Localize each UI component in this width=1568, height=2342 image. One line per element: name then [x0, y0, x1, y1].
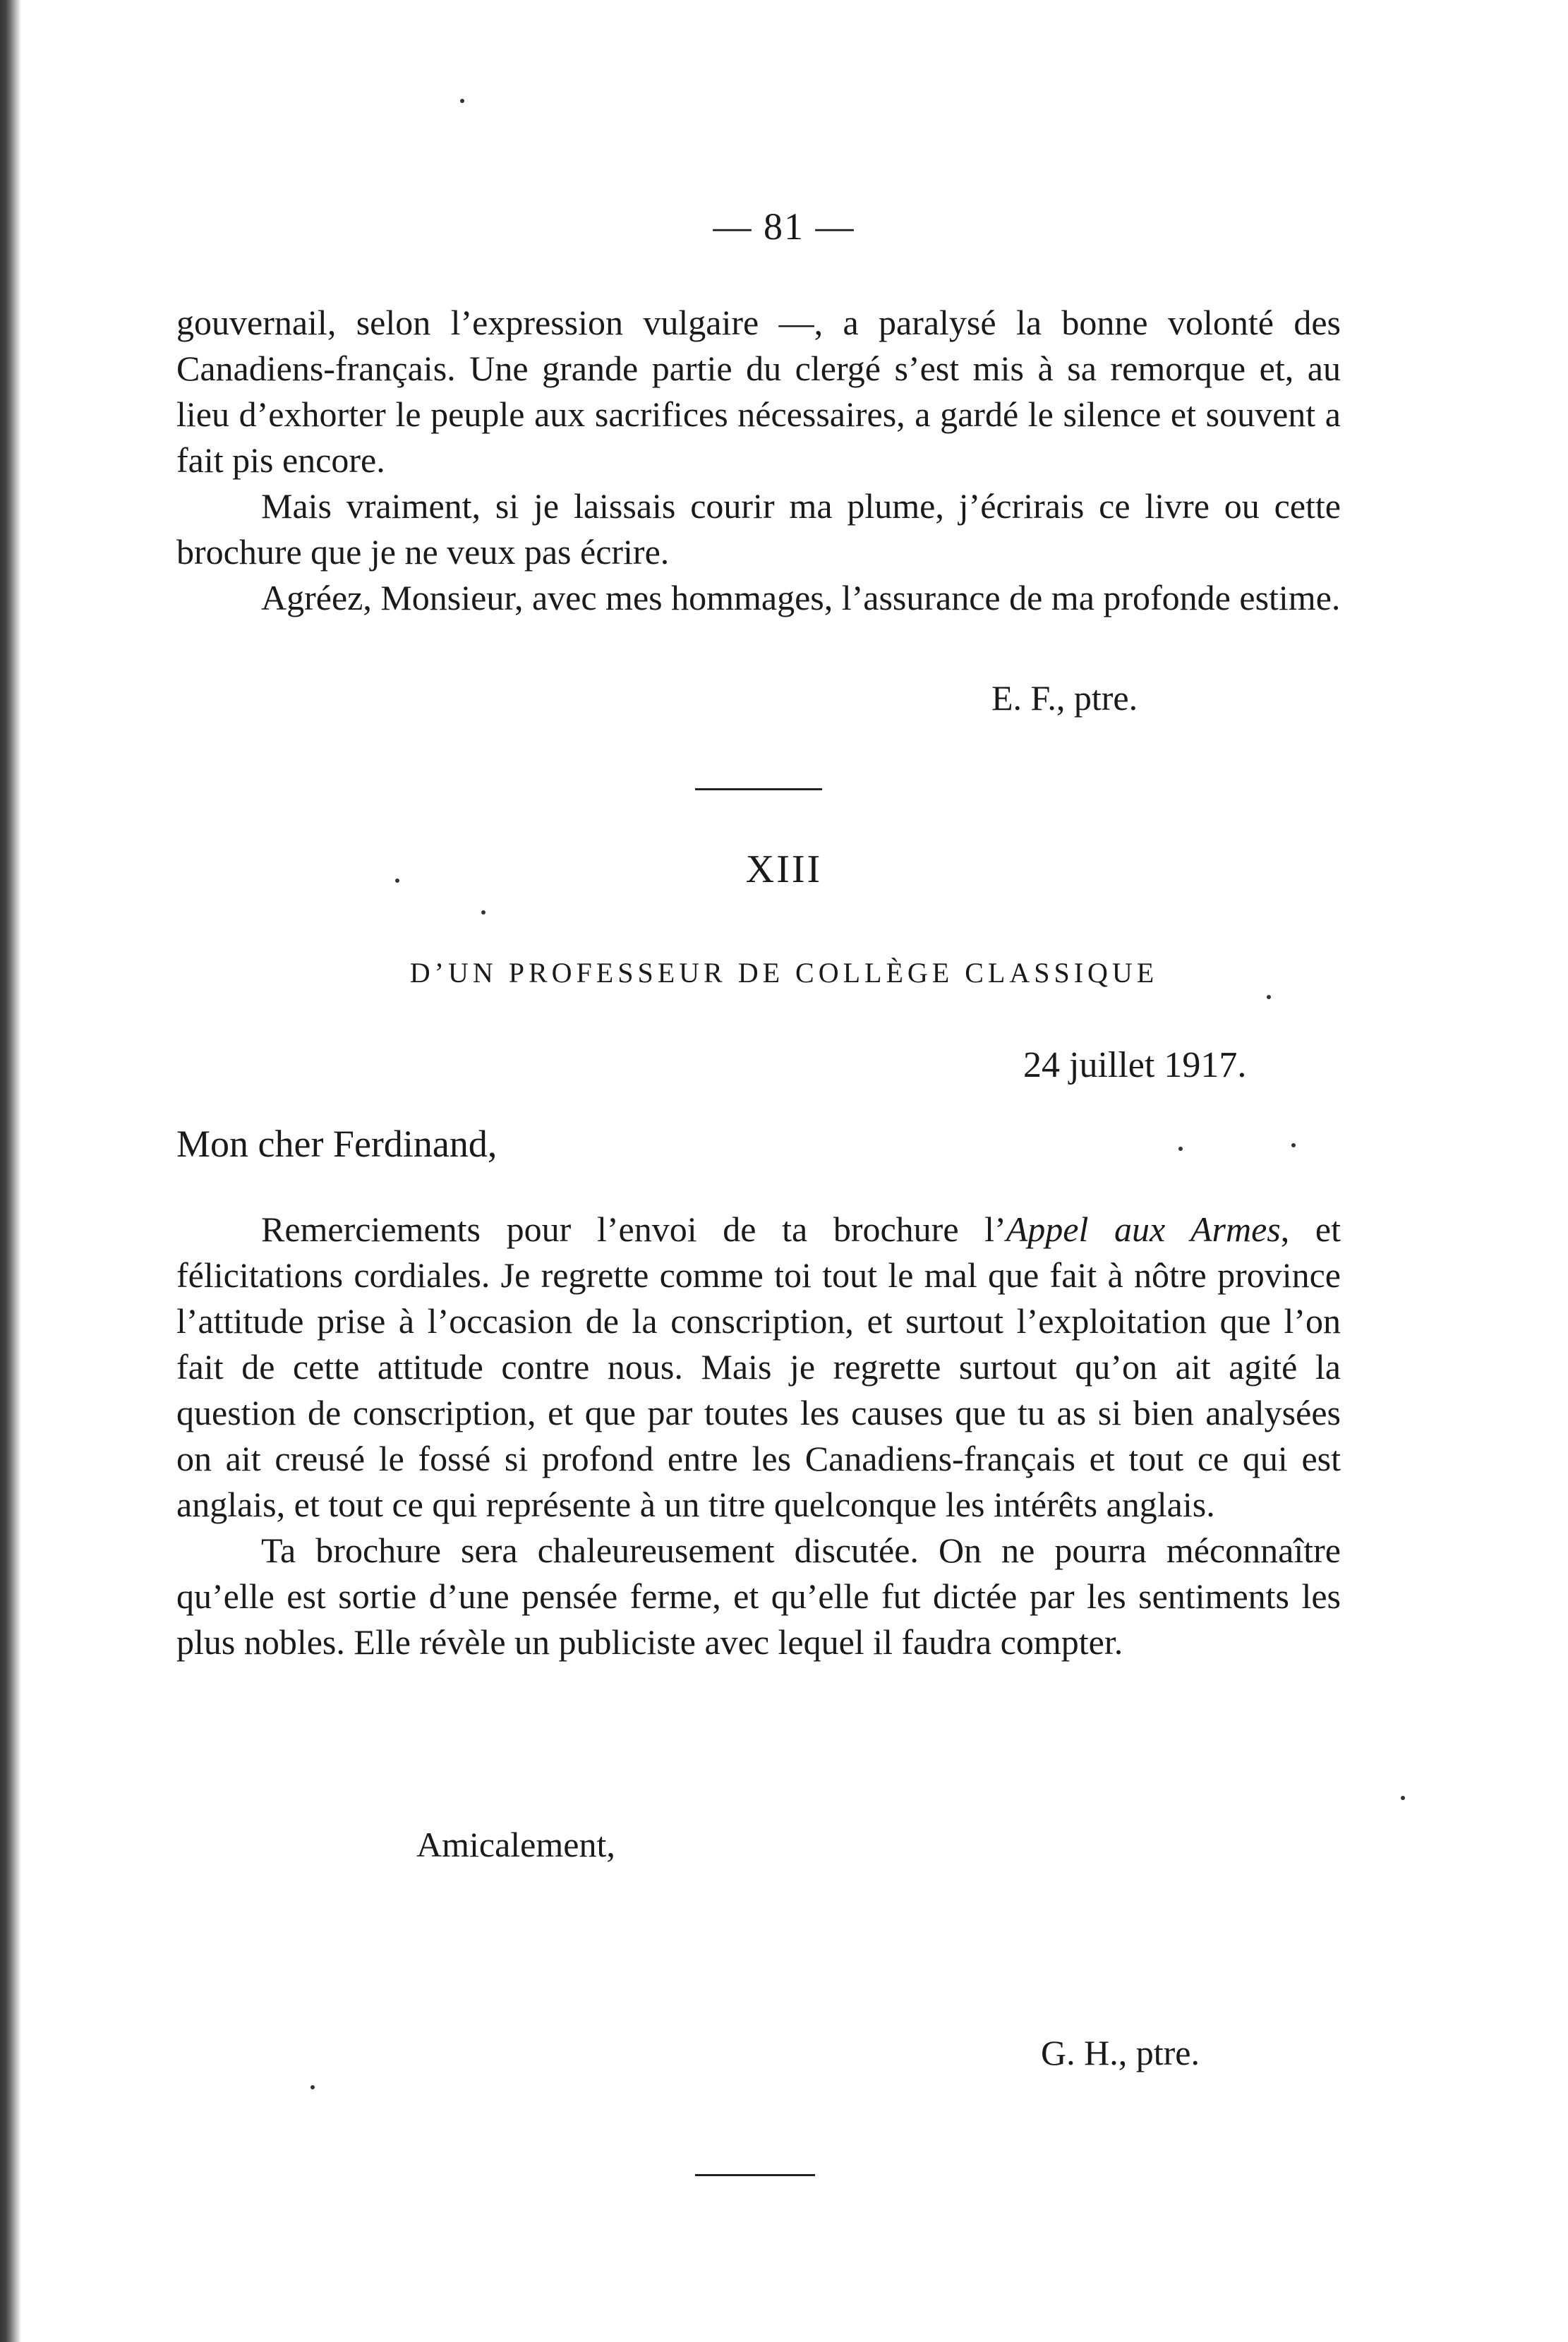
page-number: — 81 — [713, 205, 855, 248]
section-number: XIII [745, 847, 823, 891]
print-speck [1267, 995, 1271, 999]
letter-end-signature: E. F., ptre. [991, 678, 1138, 718]
section-divider [695, 2174, 815, 2176]
section-divider [695, 788, 822, 790]
letter-signature: G. H., ptre. [1041, 2033, 1200, 2072]
letter-closing: Amicalement, [416, 1825, 615, 1864]
letter-date: 24 juillet 1917. [1023, 1045, 1247, 1085]
print-speck [1291, 1143, 1296, 1147]
letter-text: , et félicitations cordiales. Je regrette comme toi tout le mal que fait à nôtre province l’attitude prise à l’occasion de la conscription, et surtout l’exploitation que l’on fait de cette attitude contre nous. Mais je regrette surtout qu’on ait agité la question de conscription, et que par toutes les causes que tu as si bien analysées on ait creusé le fossé si profond entre les Canadiens-français et tout ce qui est anglais, et tout ce qui représente à un titre quelconque les intérêts anglais. [176, 1209, 1341, 1524]
letter-paragraph: Ta brochure sera chaleureusement discutée. On ne pourra méconnaître qu’elle est sortie d’une pensée ferme, et qu’elle fut dictée par les sentiments les plus nobles. Elle révèle un publiciste avec lequel il faudra compter. [176, 1531, 1341, 1662]
brochure-title: Appel aux Armes [1006, 1209, 1281, 1249]
print-speck [481, 910, 486, 915]
letter-end-text [176, 300, 1341, 621]
print-speck [310, 2085, 315, 2089]
print-speck [1401, 1796, 1405, 1800]
letter-end-paragraph: Mais vraiment, si je laissais courir ma plume, j’écrirais ce livre ou cette brochure que je ne veux pas écrire. [176, 486, 1341, 572]
letter-body [176, 1207, 1341, 1665]
letter-end-paragraph: gouvernail, selon l’expression vulgaire —, a paralysé la bonne volonté des Canadiens-français. Une grande partie du clergé s’est mis à sa remorque et, au lieu d’exhorter le peuple aux sacrifices nécessaires, a gardé le silence et souvent a fait pis encore. [176, 303, 1341, 480]
print-speck [1178, 1147, 1183, 1151]
letter-end-paragraph: Agréez, Monsieur, avec mes hommages, l’assurance de ma profonde estime. [261, 578, 1341, 617]
letter-paragraph [176, 1207, 1341, 1528]
section-title: D’UN PROFESSEUR DE COLLÈGE CLASSIQUE [409, 957, 1159, 989]
page-binding-edge [0, 0, 21, 2342]
print-speck [460, 99, 464, 103]
letter-salutation: Mon cher Ferdinand, [176, 1123, 497, 1165]
letter-text: Remerciements pour l’envoi de ta brochure l’ [261, 1209, 1006, 1249]
